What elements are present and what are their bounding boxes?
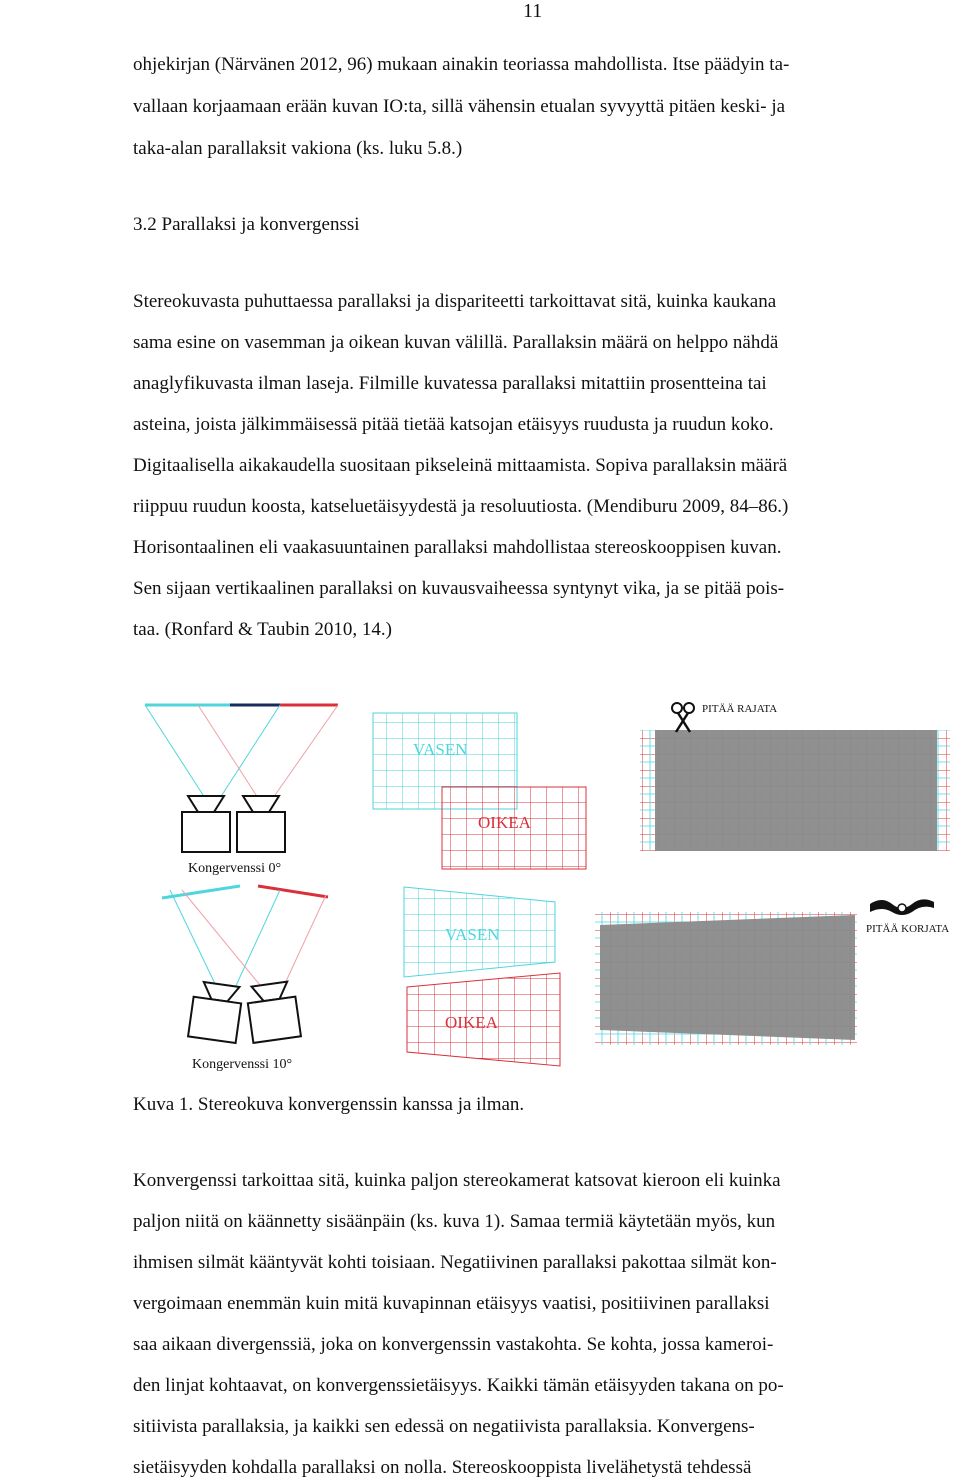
text-line: sietäisyyden kohdalla parallaksi on nolla. Stereoskooppista livelähetystä tehdessä (133, 1457, 752, 1478)
fix-result-diagram (595, 899, 949, 1045)
pliers-icon (870, 899, 934, 915)
overlap-area (600, 915, 855, 1040)
text-line: taa. (Ronfard & Taubin 2010, 14.) (133, 619, 392, 640)
camera-left-icon (182, 796, 230, 852)
text-line: Digitaalisella aikakaudella suositaan pikseleinä mittaamista. Sopiva parallaksin määrä (133, 455, 788, 476)
text-line: anaglyfikuvasta ilman laseja. Filmille kuvatessa parallaksi mitattiin prosentteina tai (133, 373, 767, 394)
text-line: Sen sijaan vertikaalinen parallaksi on kuvausvaiheessa syntynyt vika, ja se pitää pois- (133, 578, 785, 599)
convergence-figure (130, 690, 960, 1085)
convergence-0-label: Kongervenssi 0° (188, 861, 282, 876)
text-line: vallaan korjaamaan erään kuvan IO:ta, sillä vähensin etualan syvyyttä pitäen keski- ja (133, 96, 786, 117)
text-line: paljon niitä on käännetty sisäänpäin (ks. kuva 1). Samaa termiä käytetään myös, kun (133, 1211, 776, 1232)
overlap-area (655, 730, 937, 851)
text-line: asteina, joista jälkimmäisessä pitää tietää katsojan etäisyys ruudusta ja ruudun koko. (133, 414, 774, 435)
camera-right-icon (237, 796, 285, 852)
convergence-0-diagram (145, 705, 338, 876)
crop-label: PITÄÄ RAJATA (702, 703, 778, 715)
camera-left-icon (188, 981, 243, 1043)
text-line: vergoimaan enemmän kuin mitä kuvapinnan etäisyys vaatisi, positiivinen parallaksi (133, 1293, 770, 1314)
section-heading: 3.2 Parallaksi ja konvergenssi (133, 214, 360, 235)
convergence-10-label: Kongervenssi 10° (192, 1057, 293, 1072)
figure-caption: Kuva 1. Stereokuva konvergenssin kanssa ja ilman. (133, 1094, 525, 1115)
text-line: den linjat kohtaavat, on konvergenssietäisyys. Kaikki tämän etäisyyden takana on po- (133, 1375, 784, 1396)
text-line: ihmisen silmät kääntyvät kohti toisiaan. Negatiivinen parallaksi pakottaa silmät kon- (133, 1252, 777, 1273)
right-image-label: OIKEA (478, 813, 531, 832)
page-number: 11 (523, 0, 543, 22)
text-line: ohjekirjan (Närvänen 2012, 96) mukaan ainakin teoriassa mahdollista. Itse päädyin ta- (133, 54, 790, 75)
right-image-label: OIKEA (445, 1013, 498, 1032)
text-line: Konvergenssi tarkoittaa sitä, kuinka paljon stereokamerat katsovat kieroon eli kuinka (133, 1170, 781, 1191)
left-image-label: VASEN (413, 740, 468, 759)
convergence-10-diagram (162, 886, 328, 1072)
text-line: sama esine on vasemman ja oikean kuvan välillä. Parallaksin määrä on helppo nähdä (133, 332, 779, 353)
text-line: Stereokuvasta puhuttaessa parallaksi ja dispariteetti tarkoittavat sitä, kuinka kaukana (133, 291, 777, 312)
text-line: sitiivista parallaksia, ja kaikki sen edessä on negatiivista parallaksia. Konvergens- (133, 1416, 755, 1437)
fix-label: PITÄÄ KORJATA (866, 923, 950, 935)
text-line: Horisontaalinen eli vaakasuuntainen parallaksi mahdollistaa stereoskooppisen kuvan. (133, 537, 782, 558)
scissors-icon (672, 703, 694, 732)
text-line: saa aikaan divergenssiä, joka on konvergenssin vastakohta. Se kohta, jossa kameroi- (133, 1334, 774, 1355)
text-line: riippuu ruudun koosta, katseluetäisyydestä ja resoluutiosta. (Mendiburu 2009, 84–86.) (133, 496, 789, 517)
camera-right-icon (246, 981, 301, 1043)
crop-result-diagram (640, 703, 950, 851)
text-line: taka-alan parallaksit vakiona (ks. luku 5.8.) (133, 138, 463, 159)
left-image-label: VASEN (445, 925, 500, 944)
